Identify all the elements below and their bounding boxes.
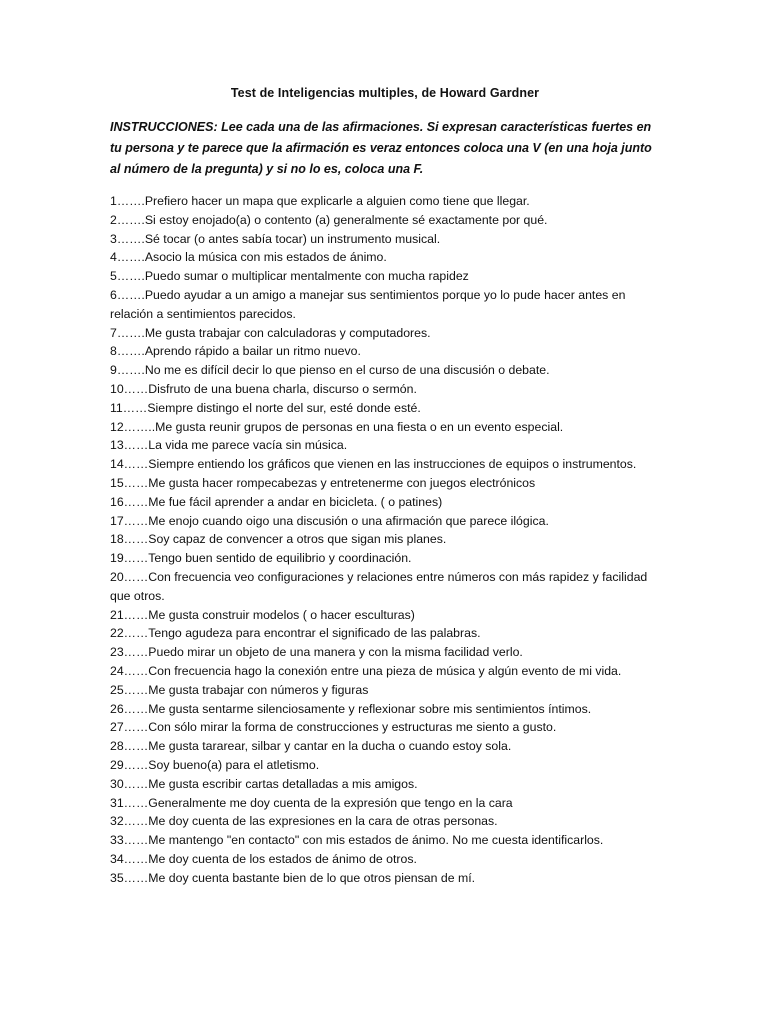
question-item: 2…….Si estoy enojado(a) o contento (a) generalmente sé exactamente por qué. (110, 212, 548, 227)
question-item: 24……Con frecuencia hago la conexión entre una pieza de música y algún evento de mi vida. (110, 663, 622, 678)
question-item: 35……Me doy cuenta bastante bien de lo que otros piensan de mí. (110, 870, 476, 885)
document-title: Test de Inteligencias multiples, de Howard Gardner (230, 86, 540, 100)
question-item: 22……Tengo agudeza para encontrar el significado de las palabras. (110, 626, 481, 641)
question-item: 14……Siempre entiendo los gráficos que vienen en las instrucciones de equipos o instrumentos. (110, 457, 637, 472)
question-list (110, 192, 658, 887)
question-item: 16……Me fue fácil aprender a andar en bicicleta. ( o patines) (110, 494, 443, 509)
question-item: 34……Me doy cuenta de los estados de ánimo de otros. (110, 851, 417, 866)
question-item: 8…….Aprendo rápido a bailar un ritmo nuevo. (110, 344, 361, 359)
question-item: 19……Tengo buen sentido de equilibrio y coordinación. (110, 551, 412, 566)
question-item: 28……Me gusta tararear, silbar y cantar en la ducha o cuando estoy sola. (110, 739, 512, 754)
question-item: 25……Me gusta trabajar con números y figuras (110, 682, 369, 697)
question-item: 31……Generalmente me doy cuenta de la expresión que tengo en la cara (110, 795, 513, 810)
question-item: 32……Me doy cuenta de las expresiones en la cara de otras personas. (110, 814, 498, 829)
question-item: 3…….Sé tocar (o antes sabía tocar) un instrumento musical. (110, 231, 441, 246)
question-item: 30……Me gusta escribir cartas detalladas a mis amigos. (110, 776, 418, 791)
question-item: 11……Siempre distingo el norte del sur, esté donde esté. (110, 400, 421, 415)
question-item: 20……Con frecuencia veo configuraciones y relaciones entre números con más rapidez y facilidad que otros. (110, 569, 648, 603)
question-item: 10……Disfruto de una buena charla, discurso o sermón. (110, 381, 417, 396)
question-item: 7…….Me gusta trabajar con calculadoras y computadores. (110, 325, 431, 340)
question-item: 26……Me gusta sentarme silenciosamente y reflexionar sobre mis sentimientos íntimos. (110, 701, 592, 716)
question-item: 27……Con sólo mirar la forma de construcciones y estructuras me siento a gusto. (110, 720, 557, 735)
question-item: 13……La vida me parece vacía sin música. (110, 438, 348, 453)
question-item: 15……Me gusta hacer rompecabezas y entretenerme con juegos electrónicos (110, 475, 536, 490)
question-item: 23……Puedo mirar un objeto de una manera y con la misma facilidad verlo. (110, 645, 523, 660)
instructions-paragraph: INSTRUCCIONES: Lee cada una de las afirmaciones. Si expresan características fuertes en tu persona y te parece que la afirmación es veraz entonces coloca una V (en una hoja junto al número de la pregunta) y si no lo es, coloca una F. (110, 120, 652, 176)
question-item: 17……Me enojo cuando oigo una discusión o una afirmación que parece ilógica. (110, 513, 549, 528)
question-item: 18……Soy capaz de convencer a otros que sigan mis planes. (110, 532, 447, 547)
question-item: 6…….Puedo ayudar a un amigo a manejar sus sentimientos porque yo lo pude hacer antes en relación a sentimientos parecidos. (110, 287, 626, 321)
question-item: 21……Me gusta construir modelos ( o hacer esculturas) (110, 607, 415, 622)
question-item: 4…….Asocio la música con mis estados de ánimo. (110, 250, 387, 265)
question-item: 12……..Me gusta reunir grupos de personas en una fiesta o en un evento especial. (110, 419, 564, 434)
question-item: 5…….Puedo sumar o multiplicar mentalmente con mucha rapidez (110, 269, 469, 284)
question-item: 1…….Prefiero hacer un mapa que explicarle a alguien como tiene que llegar. (110, 194, 530, 208)
question-item: 33……Me mantengo "en contacto" con mis estados de ánimo. No me cuesta identificarlos. (110, 833, 604, 848)
question-item: 29……Soy bueno(a) para el atletismo. (110, 757, 320, 772)
question-item: 9…….No me es difícil decir lo que pienso en el curso de una discusión o debate. (110, 363, 550, 378)
